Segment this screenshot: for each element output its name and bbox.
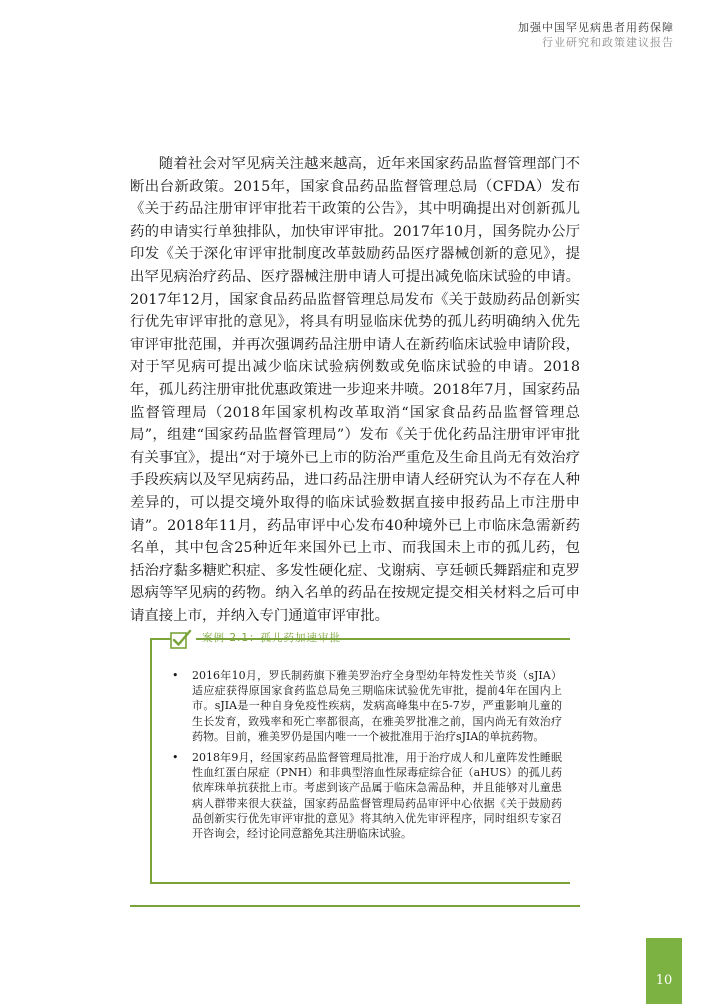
case-bullet-text: 2018年9月，经国家药品监督管理局批准，用于治疗成人和儿童阵发性睡眠性血红蛋白尿症（PNH）和非典型溶血性尿毒症综合征（aHUS）的孤儿药依库珠单抗获批上市。考虑到该产品属于临床急需品种，并且能够对儿童患病人群带来很大获益，国家药品监督管理局药品审评中心依据《关于鼓励药品创新实行优先审评审批的意见》将其纳入优先审评程序，同时组织专家召开咨询会，经讨论同意豁免其注册临床试验。 bbox=[192, 751, 562, 841]
report-title: 加强中国罕见病患者用药保障 bbox=[518, 21, 674, 34]
case-title: 案例 2.1：孤儿药加速审批 bbox=[202, 632, 342, 644]
case-box-left-border bbox=[150, 638, 152, 884]
page-number: 10 bbox=[655, 973, 673, 988]
checkbox-check-icon bbox=[170, 628, 192, 650]
case-bullet-item bbox=[172, 668, 562, 744]
case-bullet-item bbox=[172, 750, 562, 841]
bullet-dot-icon: • bbox=[172, 751, 179, 765]
body-paragraph: 随着社会对罕见病关注越来越高，近年来国家药品监督管理部门不断出台新政策。2015年，国家食品药品监督管理总局（CFDA）发布《关于药品注册审评审批若干政策的公告》，其中明确提出对创新孤儿药的申请实行单独排队，加快审评审批。2017年10月，国务院办公厅印发《关于深化审评审批制度改革鼓励药品医疗器械创新的意见》，提出罕见病治疗药品、医疗器械注册申请人可提出减免临床试验的申请。2017年12月，国家食品药品监督管理总局发布《关于鼓励药品创新实行优先审评审批的意见》，将具有明显临床优势的孤儿药明确纳入优先审评审批范围，并再次强调药品注册申请人在新药临床试验申请阶段，对于罕见病可提出减少临床试验病例数或免临床试验的申请。2018年，孤儿药注册审批优惠政策进一步迎来井喷。2018年7月，国家药品监督管理局（2018年国家机构改革取消“国家食品药品监督管理总局”，组建“国家药品监督管理局”）发布《关于优化药品注册审评审批有关事宜》，提出“对于境外已上市的防治严重危及生命且尚无有效治疗手段疾病以及罕见病药品，进口药品注册申请人经研究认为不存在人种差异的，可以提交境外取得的临床试验数据直接申报药品上市注册申请”。2018年11月，药品审评中心发布40种境外已上市临床急需新药名单，其中包含25种近年来国外已上市、而我国未上市的孤儿药，包括治疗黏多糖贮积症、多发性硬化症、戈谢病、亨廷顿氏舞蹈症和克罗恩病等罕见病的药物。纳入名单的药品在按规定提交相关材料之后可申请直接上市，并纳入专门通道审评审批。 bbox=[130, 156, 580, 624]
report-subtitle: 行业研究和政策建议报告 bbox=[542, 36, 674, 49]
case-content bbox=[172, 668, 562, 847]
page-number-box bbox=[646, 938, 682, 1004]
case-box-top-left-border bbox=[150, 638, 172, 640]
case-study-box bbox=[150, 632, 570, 884]
page-header bbox=[518, 20, 674, 50]
main-body bbox=[130, 153, 580, 627]
case-bullet-text: 2016年10月，罗氏制药旗下雅美罗治疗全身型幼年特发性关节炎（sJIA）适应症获得原国家食药监总局免三期临床试验优先审批，提前4年在国内上市。sJIA是一种自身免疫性疾病，发病高峰集中在5-7岁，严重影响儿童的生长发育，致残率和死亡率都很高，在雅美罗批准之前，国内尚无有效治疗药物。目前，雅美罗仍是国内唯一一个被批准用于治疗sJIA的单抗药物。 bbox=[192, 669, 562, 743]
bullet-dot-icon: • bbox=[172, 669, 179, 682]
footer-divider bbox=[130, 905, 580, 907]
case-box-bottom-border bbox=[150, 882, 570, 884]
